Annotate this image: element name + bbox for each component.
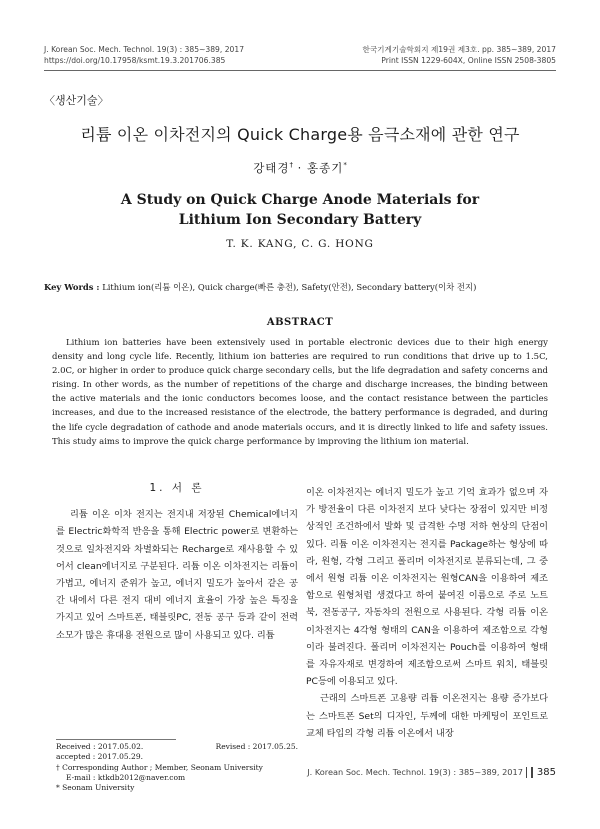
body-paragraph: 리튬 이온 이차 전지는 전지내 저장된 Chemical에너지를 Electric화학적 반응을 통해 Electric power로 변환하는 것으로 일차전지와 차별화되는 Recharge로 재사용할 수 있어서 clean에너지로 구분된다. 리튬 이온 이차전지는 리튬이 가볍고, 에너지 준위가 높고, 에너지 밀도가 높아서 같은 공간 내에서 다른 전지 대비 에너지 효율이 가장 높은 특징을 가지고 있어 스마트폰, 태블릿PC, 전동 공구 등과 같이 전력 소모가 많은 휴대용 전원으로 많이 사용되고 있다. 리튬 — [56, 509, 298, 641]
author-name: 홍종기 — [306, 161, 344, 175]
section-heading: 1. 서 론 — [149, 482, 205, 494]
accepted-date: accepted : 2017.05.29. — [56, 752, 143, 762]
keywords-text: Lithium ion(리튬 이온), Quick charge(빠른 충전), Safety(안전), Secondary battery(이차 전지) — [102, 282, 477, 292]
abstract-body: Lithium ion batteries have been extensively used in portable electronic devices due to their high energy density and long cycle life. Recently, lithium ion batteries are required to run conditions that drive up to 1.5C, 2.0C, or higher in order to produce quick charge secondary cells, but the life degradation and safety concerns and rising. In other words, as the number of repetitions of the charge and discharge increases, the binding between the active materials and the ionic conductors becomes loose, and the contact resistance between the particles increases, and due to the increased resistance of the electrode, the battery performance is degraded, and during the life cycle degradation of cathode and anode materials occurs, and it is directly linked to life and safety issues. This study aims to improve the quick charge performance by improving the lithium ion material. — [52, 338, 548, 447]
section-tag: 〈생산기술〉 — [44, 94, 109, 107]
page-footer — [307, 767, 556, 778]
running-header-right — [363, 44, 556, 66]
author-name: 강태경 — [253, 161, 290, 175]
journal-citation-korean: 한국기계기술학회지 제19권 제3호. pp. 385~389, 2017 — [362, 45, 556, 54]
affiliation-note: * Seonam University — [56, 783, 135, 793]
paper-title-korean: 리튬 이온 이차전지의 Quick Charge용 음극소재에 관한 연구 — [80, 125, 520, 144]
title-line: A Study on Quick Charge Anode Materials for — [120, 192, 480, 208]
left-column — [56, 480, 298, 644]
footnotes — [56, 742, 298, 793]
title-line: Lithium Ion Secondary Battery — [178, 212, 422, 228]
paper-title-english — [0, 190, 600, 230]
author-separator: · — [293, 161, 307, 175]
footer-citation: J. Korean Soc. Mech. Technol. 19(3) : 385~389, 2017 — [307, 767, 523, 777]
issn-line: Print ISSN 1229-604X, Online ISSN 2508-3805 — [381, 56, 556, 65]
journal-citation: J. Korean Soc. Mech. Technol. 19(3) : 385~389, 2017 — [44, 45, 245, 54]
abstract-heading: ABSTRACT — [266, 317, 334, 328]
corresponding-mark: † — [289, 161, 294, 170]
footer-bar-icon — [531, 767, 533, 778]
right-column — [306, 484, 548, 742]
keywords — [44, 281, 556, 293]
authors-english: T. K. KANG, C. G. HONG — [226, 238, 374, 250]
author-email[interactable]: E-mail : ktkdb2012@naver.com — [66, 772, 186, 782]
running-header-left — [44, 44, 244, 66]
body-paragraph: 이온 이차전지는 에너지 밀도가 높고 기억 효과가 없으며 자가 방전율이 다른 이차전지 보다 낮다는 장점이 있지만 비정상적인 조건하에서 발화 및 급격한 수명 저하 현상의 단점이 있다. 리튬 이온 이차전지는 전지를 Package하는 형상에 따라, 원형, 각형 그리고 폴리머 이차전지로 분류되는데, 그 중에서 원형 리튬 이온 이차전지는 원형CAN을 이용하여 제조함으로 원형처럼 생겼다고 하여 붙여진 이름으로 주로 노트북, 전동공구, 자동차의 전원으로 사용된다. 각형 리튬 이온 이차전지는 4각형 형태의 CAN을 이용하여 제조함으로 각형이라 불려진다. 폴리머 이차전지는 Pouch를 이용하여 형태를 자유자재로 변경하여 제조함으로써 스마트 워치, 태블릿PC등에 이용되고 있다. — [306, 487, 548, 688]
doi-link[interactable]: https://doi.org/10.17958/ksmt.19.3.201706.385 — [44, 56, 226, 65]
affiliation-mark: * — [343, 161, 347, 170]
authors-korean — [0, 160, 600, 176]
footer-bar-icon — [526, 767, 528, 778]
keywords-label: Key Words : — [44, 282, 100, 292]
body-paragraph: 근래의 스마트폰 고용량 리튬 이온전지는 용량 증가보다는 스마트폰 Set의 디자인, 두께에 대한 마케팅이 포인트로 교체 타입의 각형 리튬 이온에서 내장 — [306, 693, 548, 739]
page-number: 385 — [536, 767, 556, 778]
revised-date: Revised : 2017.05.25. — [215, 742, 298, 751]
header-divider — [44, 70, 556, 71]
corresponding-author: † Corresponding Author ; Member, Seonam University — [56, 762, 263, 772]
received-date: Received : 2017.05.02. — [56, 742, 144, 751]
footnote-divider — [56, 739, 176, 740]
